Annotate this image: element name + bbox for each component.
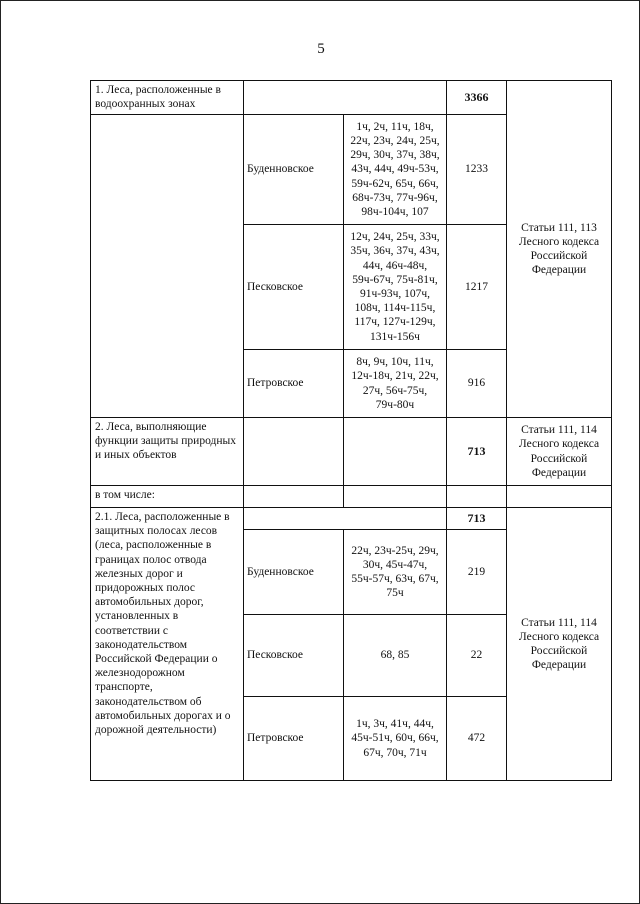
area-value: 1233: [447, 115, 507, 225]
including-label: в том числе:: [91, 486, 244, 508]
quarters-list: 1ч, 2ч, 11ч, 18ч, 22ч, 23ч, 24ч, 25ч, 29ч, 30ч, 37ч, 38ч, 43ч, 44ч, 49ч-53ч, 59ч-62ч, 65ч, 66ч, 68ч-73ч, 77ч-96ч, 98ч-104ч, 107: [344, 115, 447, 225]
including-empty-cell: [244, 486, 344, 508]
forestry-name: Буденновское: [244, 530, 344, 615]
section2-empty-cell: [244, 418, 344, 486]
forestry-name: Буденновское: [244, 115, 344, 225]
area-value: 916: [447, 350, 507, 418]
including-empty-cell: [344, 486, 447, 508]
section2-law: Статьи 111, 114 Лесного кодекса Российской Федерации: [507, 418, 612, 486]
section21-header-row: [91, 508, 612, 530]
section21-title: 2.1. Леса, расположенные в защитных полосах лесов (леса, расположенные в границах полос отвода железных дорог и придорожных полос автомобильных дорог, установленных в соответствии с законодательством Российской Федерации о железнодорожном транспорте, законодательством об автомобильных дорогах и о дорожной деятельности): [91, 508, 244, 781]
forestry-name: Песковское: [244, 615, 344, 697]
including-empty-cell: [507, 486, 612, 508]
section1-total: 3366: [447, 81, 507, 115]
section21-empty-cell: [244, 508, 447, 530]
quarters-list: 8ч, 9ч, 10ч, 11ч, 12ч-18ч, 21ч, 22ч, 27ч, 56ч-75ч, 79ч-80ч: [344, 350, 447, 418]
page-number: 5: [317, 41, 325, 57]
section1-header-row: [91, 81, 612, 115]
including-row: [91, 486, 612, 508]
section1-title: 1. Леса, расположенные в водоохранных зонах: [91, 81, 244, 115]
section2-total: 713: [447, 418, 507, 486]
forestry-name: Петровское: [244, 697, 344, 781]
area-value: 472: [447, 697, 507, 781]
quarters-list: 1ч, 3ч, 41ч, 44ч, 45ч-51ч, 60ч, 66ч, 67ч, 70ч, 71ч: [344, 697, 447, 781]
quarters-list: 22ч, 23ч-25ч, 29ч, 30ч, 45ч-47ч, 55ч-57ч, 63ч, 67ч, 75ч: [344, 530, 447, 615]
forestry-name: Песковское: [244, 225, 344, 350]
section1-law: Статьи 111, 113 Лесного кодекса Российской Федерации: [507, 81, 612, 418]
area-value: 22: [447, 615, 507, 697]
section2-row: [91, 418, 612, 486]
area-value: 219: [447, 530, 507, 615]
section1-blank-left: [91, 115, 244, 418]
area-value: 1217: [447, 225, 507, 350]
including-empty-cell: [447, 486, 507, 508]
forestry-name: Петровское: [244, 350, 344, 418]
section2-empty-cell: [344, 418, 447, 486]
section21-law: Статьи 111, 114 Лесного кодекса Российской Федерации: [507, 508, 612, 781]
section1-empty-cell: [244, 81, 447, 115]
section2-title: 2. Леса, выполняющие функции защиты природных и иных объектов: [91, 418, 244, 486]
section21-total: 713: [447, 508, 507, 530]
forest-table: [90, 80, 612, 781]
quarters-list: 12ч, 24ч, 25ч, 33ч, 35ч, 36ч, 37ч, 43ч, 44ч, 46ч-48ч, 59ч-67ч, 75ч-81ч, 91ч-93ч, 107ч, 108ч, 114ч-115ч, 117ч, 127ч-129ч, 131ч-156ч: [344, 225, 447, 350]
quarters-list: 68, 85: [344, 615, 447, 697]
